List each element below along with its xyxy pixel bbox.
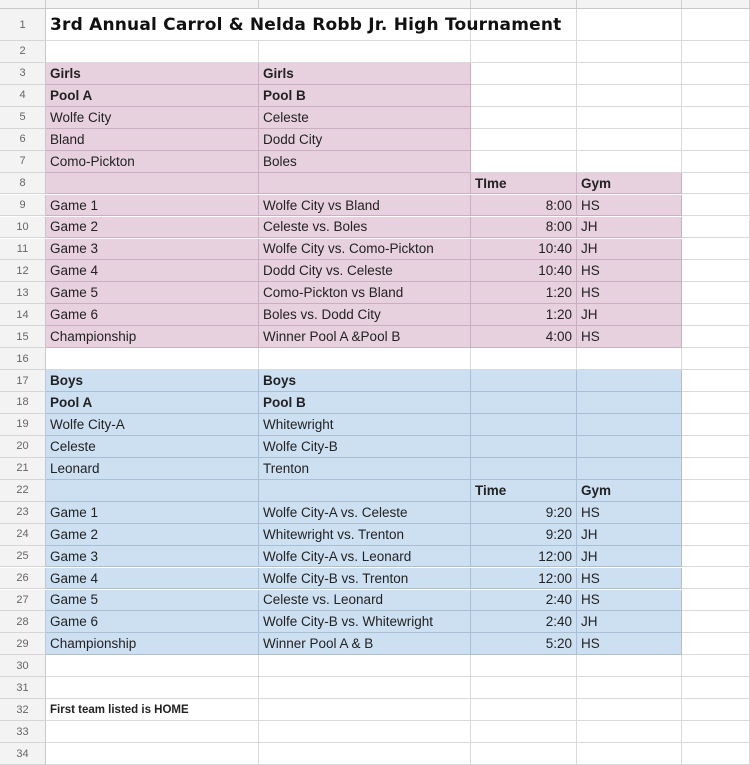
matchup-cell[interactable]: Wolfe City vs. Como-Pickton — [259, 239, 471, 261]
cell[interactable] — [682, 151, 750, 173]
cell[interactable] — [577, 721, 682, 743]
column-header-c[interactable] — [471, 0, 577, 8]
cell[interactable] — [46, 743, 259, 765]
cell[interactable] — [577, 41, 682, 63]
row-header[interactable]: 26 — [0, 568, 46, 590]
cell[interactable] — [682, 458, 750, 480]
cell[interactable] — [471, 129, 577, 151]
pool-a-cell[interactable]: Wolfe City — [46, 107, 259, 129]
matchup-cell[interactable]: Wolfe City vs Bland — [259, 195, 471, 217]
time-cell[interactable]: 5:20 — [471, 633, 577, 655]
cell[interactable] — [682, 611, 750, 633]
column-header-a[interactable] — [46, 0, 259, 8]
gym-cell[interactable]: HS — [577, 282, 682, 304]
cell[interactable] — [682, 326, 750, 348]
row-header[interactable]: 18 — [0, 392, 46, 414]
cell[interactable] — [46, 721, 259, 743]
cell[interactable] — [577, 458, 682, 480]
row-header[interactable]: 16 — [0, 348, 46, 370]
cell[interactable] — [682, 282, 750, 304]
sheet-row — [0, 743, 750, 765]
time-cell[interactable]: 9:20 — [471, 524, 577, 546]
matchup-cell[interactable]: Whitewright vs. Trenton — [259, 524, 471, 546]
cell[interactable] — [682, 546, 750, 568]
sheet-row — [0, 370, 750, 392]
cell[interactable] — [682, 721, 750, 743]
sheet-row — [0, 304, 750, 326]
row-header[interactable]: 32 — [0, 699, 46, 721]
pool-a-cell[interactable]: Como-Pickton — [46, 151, 259, 173]
row-header[interactable]: 28 — [0, 611, 46, 633]
row-header[interactable]: 24 — [0, 524, 46, 546]
matchup-cell[interactable]: Winner Pool A & B — [259, 633, 471, 655]
cell[interactable] — [46, 173, 259, 195]
sheet-row — [0, 260, 750, 282]
cell[interactable] — [259, 721, 471, 743]
gym-cell[interactable]: JH — [577, 239, 682, 261]
row-header[interactable]: 34 — [0, 743, 46, 765]
row-header[interactable]: 12 — [0, 260, 46, 282]
column-header-d[interactable] — [577, 0, 682, 8]
sheet-row — [0, 151, 750, 173]
pool-b-cell[interactable]: Girls — [259, 63, 471, 85]
cell[interactable] — [682, 414, 750, 436]
sheet-row — [0, 414, 750, 436]
game-label[interactable]: Game 3 — [46, 546, 259, 568]
cell[interactable] — [682, 129, 750, 151]
sheet-row — [0, 85, 750, 107]
time-cell[interactable]: 12:00 — [471, 568, 577, 590]
cell[interactable] — [259, 699, 471, 721]
sheet-row — [0, 677, 750, 699]
row-header[interactable]: 30 — [0, 655, 46, 677]
sheet-row — [0, 458, 750, 480]
cell[interactable] — [259, 743, 471, 765]
cell[interactable] — [682, 590, 750, 612]
cell[interactable] — [682, 436, 750, 458]
game-label[interactable]: Game 3 — [46, 239, 259, 261]
sheet-row — [0, 568, 750, 590]
gym-cell[interactable]: JH — [577, 304, 682, 326]
time-cell[interactable]: 1:20 — [471, 282, 577, 304]
cell[interactable] — [577, 129, 682, 151]
game-label[interactable]: Game 2 — [46, 217, 259, 239]
sheet-title[interactable]: 3rd Annual Carrol & Nelda Robb Jr. High Tournament — [46, 9, 259, 41]
cell[interactable] — [577, 9, 682, 41]
pool-a-cell[interactable]: Pool A — [46, 392, 259, 414]
row-header[interactable]: 5 — [0, 107, 46, 129]
gym-cell[interactable]: HS — [577, 590, 682, 612]
time-cell[interactable]: 12:00 — [471, 546, 577, 568]
cell[interactable] — [682, 502, 750, 524]
sheet-row — [0, 480, 750, 502]
gym-cell[interactable]: HS — [577, 195, 682, 217]
pool-b-cell[interactable]: Whitewright — [259, 414, 471, 436]
cell[interactable] — [259, 480, 471, 502]
game-label[interactable]: Game 1 — [46, 502, 259, 524]
pool-b-cell[interactable]: Boys — [259, 370, 471, 392]
row-header[interactable]: 13 — [0, 282, 46, 304]
cell[interactable] — [471, 85, 577, 107]
cell[interactable] — [471, 63, 577, 85]
cell[interactable] — [682, 633, 750, 655]
row-header[interactable]: 4 — [0, 85, 46, 107]
cell[interactable] — [682, 699, 750, 721]
cell[interactable] — [682, 480, 750, 502]
sheet-row — [0, 129, 750, 151]
pool-a-cell[interactable]: Bland — [46, 129, 259, 151]
game-label[interactable]: Championship — [46, 633, 259, 655]
cell[interactable] — [682, 217, 750, 239]
sheet-row — [0, 282, 750, 304]
row-header[interactable]: 27 — [0, 590, 46, 612]
sheet-row — [0, 9, 750, 41]
row-header[interactable]: 9 — [0, 195, 46, 217]
cell[interactable] — [577, 107, 682, 129]
cell[interactable] — [682, 173, 750, 195]
time-header[interactable]: TIme — [471, 173, 577, 195]
row-header[interactable]: 15 — [0, 326, 46, 348]
cell[interactable] — [682, 743, 750, 765]
time-cell[interactable]: 2:40 — [471, 611, 577, 633]
row-header[interactable]: 31 — [0, 677, 46, 699]
gym-header[interactable]: Gym — [577, 480, 682, 502]
cell[interactable] — [471, 721, 577, 743]
cell[interactable] — [577, 392, 682, 414]
pool-b-cell[interactable]: Trenton — [259, 458, 471, 480]
game-label[interactable]: Game 5 — [46, 282, 259, 304]
row-header[interactable]: 25 — [0, 546, 46, 568]
gym-cell[interactable]: HS — [577, 633, 682, 655]
pool-a-cell[interactable]: Wolfe City-A — [46, 414, 259, 436]
row-header[interactable]: 29 — [0, 633, 46, 655]
gym-cell[interactable]: HS — [577, 502, 682, 524]
cell[interactable] — [682, 677, 750, 699]
gym-cell[interactable]: JH — [577, 546, 682, 568]
matchup-cell[interactable]: Dodd City vs. Celeste — [259, 260, 471, 282]
sheet-row — [0, 611, 750, 633]
pool-b-cell[interactable]: Dodd City — [259, 129, 471, 151]
row-header[interactable]: 8 — [0, 173, 46, 195]
cell[interactable] — [259, 173, 471, 195]
sheet-row — [0, 721, 750, 743]
pool-a-cell[interactable]: Pool A — [46, 85, 259, 107]
sheet-row — [0, 699, 750, 721]
cell[interactable] — [46, 41, 259, 63]
cell[interactable] — [682, 655, 750, 677]
matchup-cell[interactable]: Celeste vs. Leonard — [259, 590, 471, 612]
sheet-row — [0, 633, 750, 655]
matchup-cell[interactable]: Celeste vs. Boles — [259, 217, 471, 239]
time-header[interactable]: Time — [471, 480, 577, 502]
column-header-b[interactable] — [259, 0, 471, 8]
cell[interactable] — [682, 260, 750, 282]
row-header[interactable]: 11 — [0, 239, 46, 261]
sheet-row — [0, 502, 750, 524]
pool-a-cell[interactable]: Boys — [46, 370, 259, 392]
matchup-cell[interactable]: Winner Pool A &Pool B — [259, 326, 471, 348]
game-label[interactable]: Game 4 — [46, 260, 259, 282]
row-header[interactable]: 7 — [0, 151, 46, 173]
cell[interactable] — [682, 63, 750, 85]
cell[interactable] — [471, 392, 577, 414]
cell[interactable] — [471, 370, 577, 392]
cell[interactable] — [259, 348, 471, 370]
pool-b-cell[interactable]: Wolfe City-B — [259, 436, 471, 458]
cell[interactable] — [682, 85, 750, 107]
time-cell[interactable]: 4:00 — [471, 326, 577, 348]
cell[interactable] — [471, 151, 577, 173]
cell[interactable] — [471, 436, 577, 458]
time-cell[interactable]: 10:40 — [471, 260, 577, 282]
cell[interactable] — [46, 480, 259, 502]
sheet-row — [0, 195, 750, 217]
game-label[interactable]: Game 4 — [46, 568, 259, 590]
cell[interactable] — [471, 458, 577, 480]
sheet-row — [0, 217, 750, 239]
cell[interactable] — [577, 436, 682, 458]
game-label[interactable]: Game 1 — [46, 195, 259, 217]
cell[interactable] — [471, 677, 577, 699]
cell[interactable] — [46, 677, 259, 699]
sheet-row — [0, 326, 750, 348]
cell[interactable] — [682, 304, 750, 326]
time-cell[interactable]: 8:00 — [471, 195, 577, 217]
cell[interactable] — [682, 107, 750, 129]
row-header[interactable]: 3 — [0, 63, 46, 85]
cell[interactable] — [682, 348, 750, 370]
matchup-cell[interactable]: Como-Pickton vs Bland — [259, 282, 471, 304]
cell[interactable] — [682, 195, 750, 217]
cell[interactable] — [682, 9, 750, 41]
sheet-row — [0, 348, 750, 370]
sheet-row — [0, 63, 750, 85]
cell[interactable] — [577, 743, 682, 765]
sheet-row — [0, 392, 750, 414]
home-team-note[interactable]: First team listed is HOME — [46, 699, 259, 721]
column-header-e[interactable] — [682, 0, 750, 8]
matchup-cell[interactable]: Boles vs. Dodd City — [259, 304, 471, 326]
pool-b-cell[interactable]: Pool B — [259, 85, 471, 107]
gym-cell[interactable]: HS — [577, 326, 682, 348]
row-header[interactable]: 20 — [0, 436, 46, 458]
row-header[interactable]: 33 — [0, 721, 46, 743]
matchup-cell[interactable]: Wolfe City-B vs. Trenton — [259, 568, 471, 590]
cell[interactable] — [682, 370, 750, 392]
cell[interactable] — [46, 655, 259, 677]
sheet-row — [0, 107, 750, 129]
gym-cell[interactable]: JH — [577, 524, 682, 546]
row-header[interactable]: 1 — [0, 9, 46, 41]
game-label[interactable]: Championship — [46, 326, 259, 348]
time-cell[interactable]: 2:40 — [471, 590, 577, 612]
game-label[interactable]: Game 6 — [46, 304, 259, 326]
row-header[interactable]: 10 — [0, 217, 46, 239]
matchup-cell[interactable]: Wolfe City-A vs. Celeste — [259, 502, 471, 524]
cell[interactable] — [682, 239, 750, 261]
cell[interactable] — [471, 699, 577, 721]
sheet-row — [0, 173, 750, 195]
sheet-row — [0, 590, 750, 612]
gym-cell[interactable]: JH — [577, 217, 682, 239]
sheet-row — [0, 436, 750, 458]
cell[interactable] — [471, 743, 577, 765]
cell[interactable] — [471, 107, 577, 129]
row-header[interactable]: 14 — [0, 304, 46, 326]
gym-header[interactable]: Gym — [577, 173, 682, 195]
gym-cell[interactable]: HS — [577, 260, 682, 282]
cell[interactable] — [577, 677, 682, 699]
cell[interactable] — [577, 699, 682, 721]
pool-a-cell[interactable]: Leonard — [46, 458, 259, 480]
sheet-row — [0, 546, 750, 568]
cell[interactable] — [577, 151, 682, 173]
cell[interactable] — [682, 524, 750, 546]
select-all-corner[interactable] — [0, 0, 46, 8]
cell[interactable] — [682, 392, 750, 414]
cell[interactable] — [682, 41, 750, 63]
game-label[interactable]: Game 6 — [46, 611, 259, 633]
row-header[interactable]: 2 — [0, 41, 46, 63]
pool-a-cell[interactable]: Celeste — [46, 436, 259, 458]
cell[interactable] — [682, 568, 750, 590]
cell[interactable] — [577, 655, 682, 677]
pool-b-cell[interactable]: Pool B — [259, 392, 471, 414]
time-cell[interactable]: 1:20 — [471, 304, 577, 326]
time-cell[interactable]: 10:40 — [471, 239, 577, 261]
sheet-row — [0, 239, 750, 261]
pool-a-cell[interactable]: Girls — [46, 63, 259, 85]
sheet-row — [0, 524, 750, 546]
cell[interactable] — [577, 85, 682, 107]
pool-b-cell[interactable]: Celeste — [259, 107, 471, 129]
matchup-cell[interactable]: Wolfe City-B vs. Whitewright — [259, 611, 471, 633]
row-header[interactable]: 22 — [0, 480, 46, 502]
cell[interactable] — [259, 677, 471, 699]
time-cell[interactable]: 9:20 — [471, 502, 577, 524]
game-label[interactable]: Game 2 — [46, 524, 259, 546]
cell[interactable] — [259, 41, 471, 63]
cell[interactable] — [471, 655, 577, 677]
cell[interactable] — [577, 63, 682, 85]
cell[interactable] — [259, 655, 471, 677]
sheet-row — [0, 41, 750, 63]
sheet-row — [0, 655, 750, 677]
cell[interactable] — [471, 414, 577, 436]
column-header-bar — [0, 0, 750, 9]
row-header[interactable]: 21 — [0, 458, 46, 480]
cell[interactable] — [46, 348, 259, 370]
pool-b-cell[interactable]: Boles — [259, 151, 471, 173]
cell[interactable] — [577, 370, 682, 392]
row-header[interactable]: 6 — [0, 129, 46, 151]
gym-cell[interactable]: JH — [577, 611, 682, 633]
game-label[interactable]: Game 5 — [46, 590, 259, 612]
row-header[interactable]: 23 — [0, 502, 46, 524]
cell[interactable] — [471, 41, 577, 63]
cell[interactable] — [577, 414, 682, 436]
cell[interactable] — [471, 348, 577, 370]
time-cell[interactable]: 8:00 — [471, 217, 577, 239]
row-header[interactable]: 17 — [0, 370, 46, 392]
gym-cell[interactable]: HS — [577, 568, 682, 590]
cell[interactable] — [577, 348, 682, 370]
matchup-cell[interactable]: Wolfe City-A vs. Leonard — [259, 546, 471, 568]
row-header[interactable]: 19 — [0, 414, 46, 436]
